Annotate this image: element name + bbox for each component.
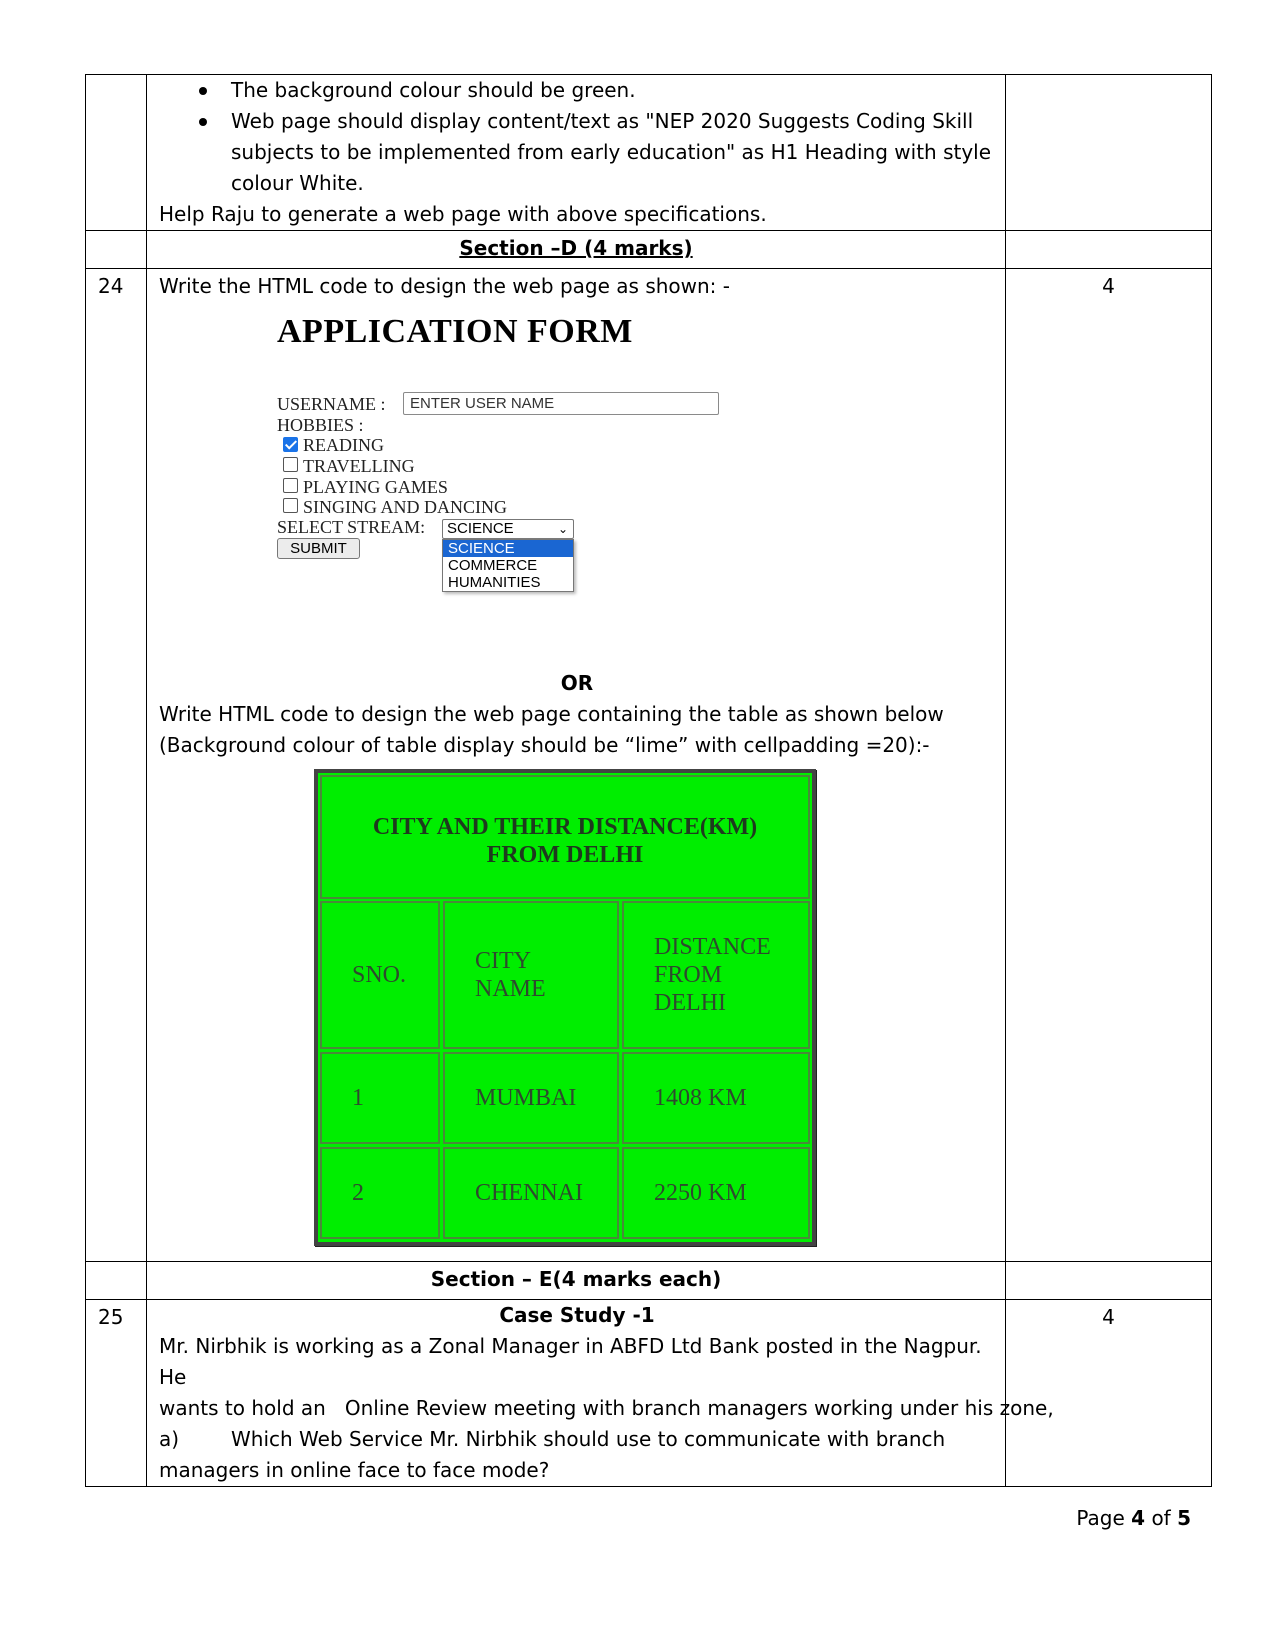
stream-option-science[interactable]: SCIENCE <box>443 540 573 557</box>
list-item <box>159 106 995 199</box>
caption-line: CITY AND THEIR DISTANCE(KM) <box>372 814 758 840</box>
table-cell: 2 <box>320 1147 440 1239</box>
q23-marks-cell <box>1006 75 1212 231</box>
question-table <box>85 74 1212 1487</box>
application-form-figure <box>159 302 995 660</box>
table-cell: 1408 KM <box>622 1052 810 1144</box>
empty-cell <box>1006 1262 1212 1300</box>
table-cell: 1 <box>320 1052 440 1144</box>
q24-content <box>147 269 1006 1262</box>
section-d-row <box>86 231 1212 269</box>
header-sno: SNO. <box>320 901 440 1049</box>
submit-button[interactable]: SUBMIT <box>277 538 360 559</box>
section-e-row <box>86 1262 1212 1300</box>
list-item <box>159 75 995 106</box>
reading-label: READING <box>303 435 384 455</box>
subquestion-label: a) <box>159 1427 180 1451</box>
q23-row <box>86 75 1212 231</box>
bullet-icon <box>199 87 207 95</box>
singing-dancing-checkbox[interactable] <box>283 498 298 513</box>
q24-alt-prompt: Write HTML code to design the web page containing the table as shown below <box>159 702 944 726</box>
page-total: 5 <box>1177 1506 1191 1530</box>
q25-content <box>147 1300 1054 1487</box>
q25-subquestion <box>159 1424 995 1455</box>
q25-text-line: managers in online face to face mode? <box>159 1458 550 1482</box>
form-title: APPLICATION FORM <box>277 313 633 350</box>
bullet-icon <box>199 118 207 126</box>
section-e-heading: Section – E(4 marks each) <box>147 1262 1006 1300</box>
bullet-text: The background colour should be green. <box>231 78 636 102</box>
travelling-label: TRAVELLING <box>303 456 415 476</box>
of-word: of <box>1151 1506 1171 1530</box>
section-d-heading: Section –D (4 marks) <box>459 236 693 260</box>
bullet-text: Web page should display content/text as "NEP 2020 Suggests Coding Skill subjects to be implemented from early education" as H1 Heading with style colour White. <box>231 109 992 195</box>
page-number: 4 <box>1131 1506 1146 1530</box>
page-word: Page <box>1076 1506 1125 1530</box>
page-footer <box>1076 1506 1191 1530</box>
q25-marks: 4 <box>1006 1300 1212 1487</box>
q25-row <box>86 1300 1212 1487</box>
q25-text-line: wants to hold an Online Review meeting with branch managers working under his zone, <box>159 1396 1054 1420</box>
empty-cell <box>86 1262 147 1300</box>
table-cell: CHENNAI <box>443 1147 619 1239</box>
chevron-down-icon: ⌄ <box>557 522 568 536</box>
hobbies-label: HOBBIES : <box>277 415 364 435</box>
q23-bullet-list <box>159 75 995 199</box>
playing-games-label: PLAYING GAMES <box>303 477 448 497</box>
table-cell: MUMBAI <box>443 1052 619 1144</box>
q24-row <box>86 269 1212 1262</box>
q23-closing-text: Help Raju to generate a web page with above specifications. <box>159 202 767 226</box>
q24-alt-prompt-note: (Background colour of table display should be “lime” with cellpadding =20):- <box>159 733 930 757</box>
city-table-figure <box>159 761 995 1261</box>
header-city-name: CITY NAME <box>443 901 619 1049</box>
case-study-title: Case Study -1 <box>499 1303 655 1327</box>
travelling-checkbox[interactable] <box>283 457 298 472</box>
stream-dropdown <box>442 539 574 592</box>
q23-content <box>147 75 1006 231</box>
caption-line: FROM DELHI <box>486 842 644 868</box>
q24-prompt: Write the HTML code to design the web page as shown: - <box>159 274 730 298</box>
q24-number: 24 <box>86 269 147 1262</box>
playing-games-checkbox[interactable] <box>283 478 298 493</box>
reading-checkbox[interactable] <box>283 437 298 452</box>
stream-option-commerce[interactable]: COMMERCE <box>448 557 538 574</box>
stream-select[interactable] <box>442 519 574 539</box>
section-d-heading-cell <box>147 231 1006 269</box>
city-table-caption <box>320 775 810 899</box>
or-label: OR <box>560 671 594 695</box>
subquestion-text: Which Web Service Mr. Nirbhik should use to communicate with branch <box>231 1427 946 1451</box>
q24-marks: 4 <box>1006 269 1212 1262</box>
city-distance-table <box>314 769 816 1246</box>
q23-number-cell <box>86 75 147 231</box>
empty-cell <box>86 231 147 269</box>
q25-text-line: Mr. Nirbhik is working as a Zonal Manager in ABFD Ltd Bank posted in the Nagpur. He <box>159 1334 982 1389</box>
stream-option-humanities[interactable]: HUMANITIES <box>448 574 541 591</box>
username-label: USERNAME : <box>277 394 386 414</box>
header-distance: DISTANCE FROM DELHI <box>622 901 810 1049</box>
username-input[interactable]: ENTER USER NAME <box>403 392 719 415</box>
stream-label: SELECT STREAM: <box>277 517 426 537</box>
empty-cell <box>1006 231 1212 269</box>
table-cell: 2250 KM <box>622 1147 810 1239</box>
singing-dancing-label: SINGING AND DANCING <box>303 497 507 517</box>
q25-number: 25 <box>86 1300 147 1487</box>
stream-selected-value: SCIENCE <box>447 520 514 537</box>
